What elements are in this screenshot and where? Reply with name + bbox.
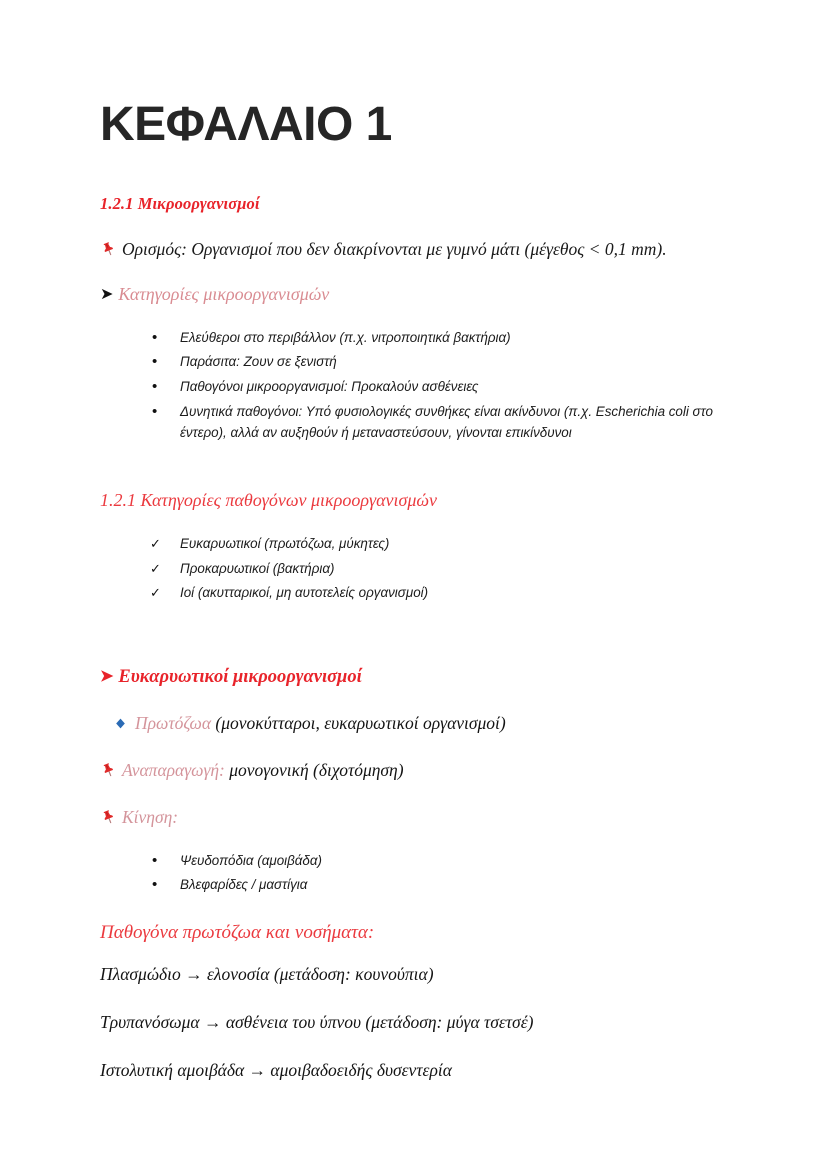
section-heading-microorganisms: 1.2.1 Μικροοργανισμοί	[100, 194, 260, 214]
pushpin-icon	[100, 239, 117, 256]
list-item: • Βλεφαρίδες / μαστίγια	[146, 874, 728, 896]
definition-text: Ορισμός: Οργανισμοί που δεν διακρίνονται με γυμνό μάτι (μέγεθος < 0,1 mm).	[122, 239, 667, 260]
section-heading-pathogen-categories: 1.2.1 Κατηγορίες παθογόνων μικροοργανισμών	[100, 490, 437, 511]
section-heading-eukaryotic-label: Ευκαρυωτικοί μικροοργανισμοί	[118, 667, 362, 688]
protozoa-description: (μονοκύτταροι, ευκαρυωτικοί οργανισμοί)	[211, 713, 506, 734]
disease-line: Τρυπανόσωμα → ασθένεια του ύπνου (μετάδοση: μύγα τσετσέ)	[100, 1011, 534, 1032]
list-item: • Παθογόνοι μικροοργανισμοί: Προκαλούν ασθένειες	[146, 376, 728, 398]
categories-bullet-list	[100, 327, 728, 445]
definition-paragraph	[100, 236, 728, 263]
list-item: ✓ Ευκαρυωτικοί (πρωτόζωα, μύκητες)	[146, 533, 728, 555]
protozoa-line	[100, 710, 728, 737]
pushpin-icon	[100, 807, 117, 824]
reproduction-line	[100, 757, 728, 784]
motion-line	[100, 804, 728, 831]
list-item: ✓ Ιοί (ακυτταρικοί, μη αυτοτελείς οργανισμοί)	[146, 582, 728, 604]
motion-label: Κίνηση:	[122, 807, 179, 828]
motion-bullet-list	[100, 850, 728, 896]
arrow-right-icon: ➤	[100, 668, 114, 686]
section-heading-eukaryotic	[100, 666, 728, 688]
disease-line: Ιστολυτική αμοιβάδα → αμοιβαδοειδής δυσεντερία	[100, 1059, 452, 1080]
blue-diamond-icon	[114, 711, 127, 724]
spacer	[100, 470, 728, 490]
arrow-right-icon: ➤	[100, 285, 114, 303]
list-item: • Δυνητικά παθογόνοι: Υπό φυσιολογικές συνθήκες είναι ακίνδυνοι (π.χ. Escherichia coli στο έντερο), αλλά αν αυξηθούν ή μεταναστεύσουν, γίνονται επικίνδυνοι	[146, 401, 728, 444]
reproduction-value: μονογονική (διχοτόμηση)	[224, 760, 404, 781]
list-item: • Ψευδοπόδια (αμοιβάδα)	[146, 850, 728, 872]
subheading-categories	[100, 284, 728, 305]
list-item: • Ελεύθεροι στο περιβάλλον (π.χ. νιτροποιητικά βακτήρια)	[146, 327, 728, 349]
spacer	[100, 630, 728, 666]
list-item: • Παράσιτα: Ζουν σε ξενιστή	[146, 351, 728, 373]
list-item: ✓ Προκαρυωτικοί (βακτήρια)	[146, 558, 728, 580]
disease-line: Πλασμώδιο → ελονοσία (μετάδοση: κουνούπια)	[100, 963, 434, 984]
subheading-categories-label: Κατηγορίες μικροοργανισμών	[118, 283, 330, 304]
page-title: ΚΕΦΑΛΑΙΟ 1	[100, 98, 392, 151]
pushpin-icon	[100, 760, 117, 777]
pathogen-check-list	[100, 533, 728, 604]
reproduction-label: Αναπαραγωγή:	[122, 760, 225, 781]
protozoa-label: Πρωτόζωα	[135, 713, 212, 734]
section-heading-pathogenic-protozoa: Παθογόνα πρωτόζωα και νοσήματα:	[100, 921, 375, 943]
